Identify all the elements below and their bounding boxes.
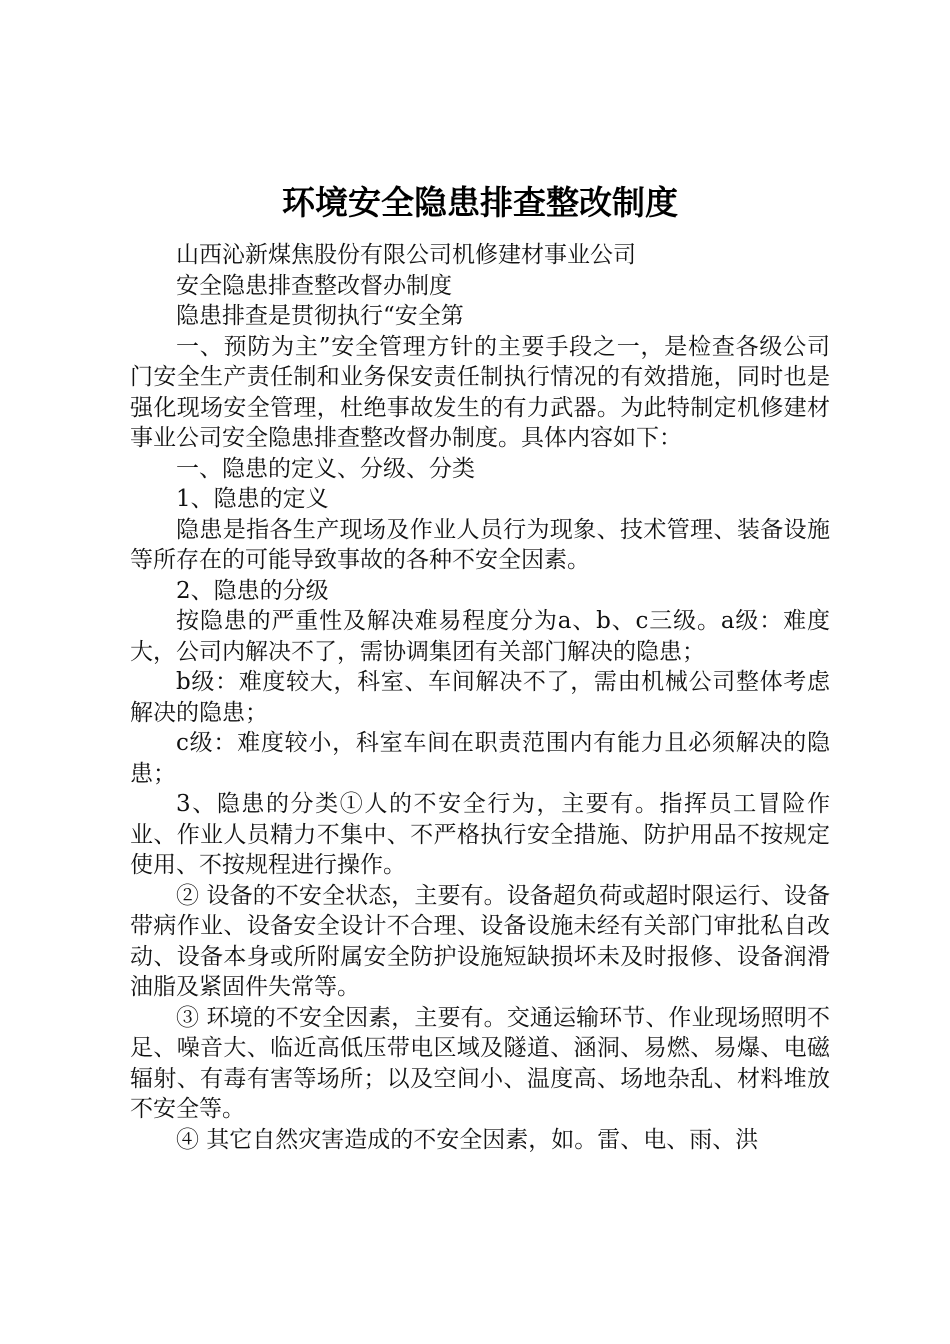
paragraph-classification-4: ④ 其它自然灾害造成的不安全因素，如。雷、电、雨、洪	[176, 1126, 759, 1153]
paragraph-definition: 隐患是指各生产现场及作业人员行为现象、技术管理、装备设施等所存在的可能导致事故的各种不安全因素。	[130, 516, 830, 573]
paragraph-classification-1: 3、隐患的分类①人的不安全行为，主要有。指挥员工冒险作业、作业人员精力不集中、不严格执行安全措施、防护用品不按规定使用、不按规程进行操作。	[130, 791, 830, 878]
subheading-grading: 2、隐患的分级	[176, 577, 329, 604]
paragraph-company-name: 山西沁新煤焦股份有限公司机修建材事业公司	[176, 242, 636, 268]
document-body	[130, 180, 830, 1155]
paragraph-classification-3: ③ 环境的不安全因素，主要有。交通运输环节、作业现场照明不足、噪音大、临近高低压带电区域及隧道、涵洞、易燃、易爆、电磁辐射、有毒有害等场所；以及空间小、温度高、场地杂乱、材料堆放不安全等。	[130, 1004, 830, 1122]
paragraph-classification-2: ② 设备的不安全状态，主要有。设备超负荷或超时限运行、设备带病作业、设备安全设计不合理、设备设施未经有关部门审批私自改动、设备本身或所附属安全防护设施短缺损坏未及时报修、设备润滑油脂及紧固件失常等。	[130, 882, 830, 1000]
section-heading-1: 一、隐患的定义、分级、分类	[176, 455, 475, 482]
paragraph-subtitle: 安全隐患排查整改督办制度	[176, 272, 452, 299]
paragraph-grade-c: c级：难度较小，科室车间在职责范围内有能力且必须解决的隐患；	[130, 730, 830, 787]
document-title: 环境安全隐患排查整改制度	[282, 183, 678, 222]
paragraph-grade-a: 按隐患的严重性及解决难易程度分为a、b、c三级。a级：难度大，公司内解决不了，需协调集团有关部门解决的隐患；	[130, 608, 830, 665]
paragraph-grade-b: b级：难度较大，科室、车间解决不了，需由机械公司整体考虑解决的隐患；	[130, 669, 830, 726]
paragraph-intro-start: 隐患排查是贯彻执行“安全第	[176, 303, 464, 329]
subheading-definition: 1、隐患的定义	[176, 486, 329, 512]
paragraph-intro: 一、预防为主”安全管理方针的主要手段之一，是检查各级公司门安全生产责任制和业务保安责任制执行情况的有效措施，同时也是强化现场安全管理，杜绝事故发生的有力武器。为此特制定机修建材事业公司安全隐患排查整改督办制度。具体内容如下：	[130, 333, 830, 451]
